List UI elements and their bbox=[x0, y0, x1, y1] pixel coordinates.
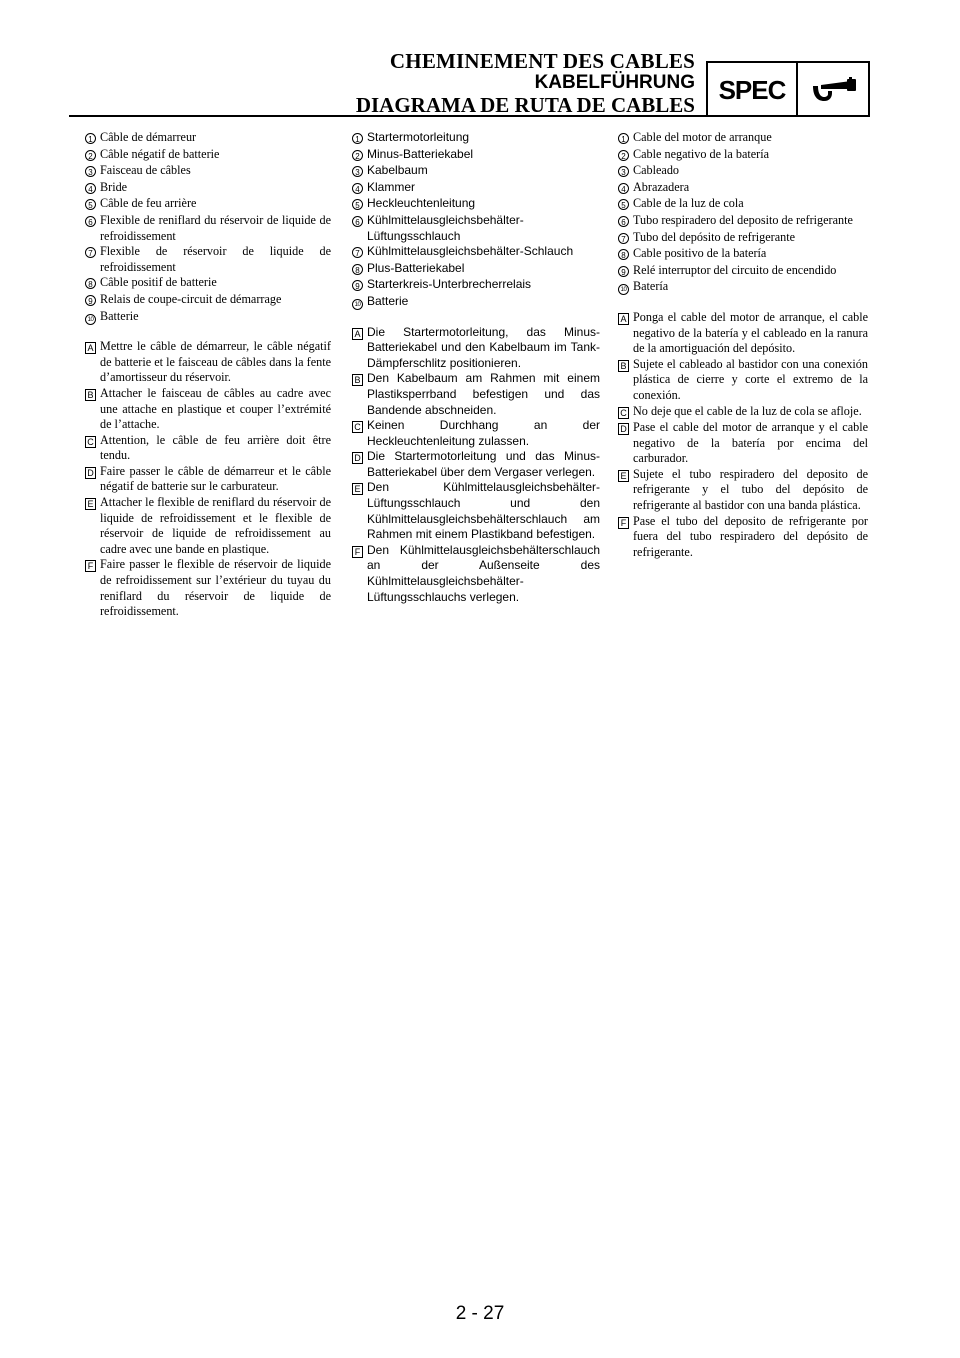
list-item: B Den Kabelbaum am Rahmen mit einem Plastiksperrband befestigen und das Bandende abschneiden. bbox=[352, 371, 600, 418]
note-letter: A bbox=[85, 342, 96, 354]
list-item: A Ponga el cable del motor de arranque, el cable negativo de la batería y el cableado en la ranura de la amortiguación del depósito. bbox=[618, 310, 868, 357]
list-item: 5 Heckleuchtenleitung bbox=[352, 196, 600, 213]
list-item: B Sujete el cableado al bastidor con una conexión plástica de cierre y corte el extremo de la conexión. bbox=[618, 357, 868, 404]
item-number: 10 bbox=[85, 314, 96, 325]
list-item: 2 Minus-Batteriekabel bbox=[352, 147, 600, 164]
list-item: 2 Câble négatif de batterie bbox=[85, 147, 331, 164]
notes-list-german bbox=[352, 325, 600, 606]
list-item: 3 Kabelbaum bbox=[352, 163, 600, 180]
list-item: 4 Abrazadera bbox=[618, 180, 868, 197]
spec-section-badge bbox=[706, 61, 870, 117]
item-number: 7 bbox=[618, 233, 629, 244]
item-number: 9 bbox=[618, 266, 629, 277]
list-item: E Sujete el tubo respiradero del deposito de refrigerante y el tubo del depósito de refrigerante al bastidor con una banda plástica. bbox=[618, 467, 868, 514]
item-number: 7 bbox=[352, 247, 363, 258]
column-spanish bbox=[618, 130, 868, 560]
list-item: 1 Cable del motor de arranque bbox=[618, 130, 868, 147]
item-number: 2 bbox=[352, 150, 363, 161]
list-item: C Keinen Durchhang an der Heckleuchtenleitung zulassen. bbox=[352, 418, 600, 449]
list-item: F Faire passer le flexible de réservoir de liquide de refroidissement sur l’extérieur du tuyau du reniflard du réservoir de liquide de refroidissement. bbox=[85, 557, 331, 619]
list-item: C Attention, le câble de feu arrière doit être tendu. bbox=[85, 433, 331, 464]
item-number: 10 bbox=[352, 299, 363, 310]
note-letter: A bbox=[618, 313, 629, 325]
parts-list-spanish bbox=[618, 130, 868, 296]
column-french bbox=[85, 130, 331, 620]
note-letter: C bbox=[352, 421, 363, 433]
list-item: 7 Kühlmittelausgleichsbehälter-Schlauch bbox=[352, 244, 600, 261]
list-item: D Pase el cable del motor de arranque y el cable negativo de la batería por encima del carburador. bbox=[618, 420, 868, 467]
list-item: D Die Startermotorleitung und das Minus-Batteriekabel über dem Vergaser verlegen. bbox=[352, 449, 600, 480]
item-number: 2 bbox=[618, 150, 629, 161]
list-item: 10 Batterie bbox=[85, 309, 331, 326]
note-letter: E bbox=[618, 470, 629, 482]
list-item: 3 Cableado bbox=[618, 163, 868, 180]
list-item: C No deje que el cable de la luz de cola se afloje. bbox=[618, 404, 868, 421]
list-item: 8 Plus-Batteriekabel bbox=[352, 261, 600, 278]
list-item: B Attacher le faisceau de câbles au cadre avec une attache en plastique et couper l’extrémité de l’attache. bbox=[85, 386, 331, 433]
item-number: 7 bbox=[85, 247, 96, 258]
list-item: 6 Kühlmittelausgleichsbehälter-Lüftungsschlauch bbox=[352, 213, 600, 244]
list-item: 5 Câble de feu arrière bbox=[85, 196, 331, 213]
item-number: 1 bbox=[85, 133, 96, 144]
title-german: KABELFÜHRUNG bbox=[534, 72, 695, 93]
list-item: 7 Tubo del depósito de refrigerante bbox=[618, 230, 868, 247]
list-item: F Pase el tubo del deposito de refrigerante por fuera del tubo respiradero del depósito de refrigerante. bbox=[618, 514, 868, 561]
title-french: CHEMINEMENT DES CABLES bbox=[389, 49, 695, 73]
list-item: 6 Tubo respiradero del deposito de refrigerante bbox=[618, 213, 868, 230]
item-number: 4 bbox=[618, 183, 629, 194]
list-item: A Mettre le câble de démarreur, le câble négatif de batterie et le faisceau de câbles dans la fente d’amortisseur du réservoir. bbox=[85, 339, 331, 386]
page-number: 2 - 27 bbox=[455, 1303, 505, 1324]
list-item: 10 Batterie bbox=[352, 294, 600, 311]
column-german bbox=[352, 130, 600, 605]
list-item: E Attacher le flexible de reniflard du réservoir de liquide de refroidissement et le flexible de réservoir de liquide de refroidissement au cadre avec une bande en plastique. bbox=[85, 495, 331, 557]
note-letter: C bbox=[85, 436, 96, 448]
page-header bbox=[340, 50, 695, 117]
parts-list-german bbox=[352, 130, 600, 311]
list-item: 9 Starterkreis-Unterbrecherrelais bbox=[352, 277, 600, 294]
item-number: 10 bbox=[618, 284, 629, 295]
list-item: 7 Flexible de réservoir de liquide de refroidissement bbox=[85, 244, 331, 275]
item-number: 1 bbox=[352, 133, 363, 144]
parts-list-french bbox=[85, 130, 331, 325]
note-letter: D bbox=[85, 467, 96, 479]
note-letter: F bbox=[618, 517, 629, 529]
item-number: 9 bbox=[352, 280, 363, 291]
note-letter: D bbox=[352, 452, 363, 464]
item-number: 2 bbox=[85, 150, 96, 161]
note-letter: E bbox=[352, 483, 363, 495]
item-number: 3 bbox=[85, 166, 96, 177]
item-number: 6 bbox=[352, 216, 363, 227]
item-number: 6 bbox=[85, 216, 96, 227]
item-number: 8 bbox=[618, 249, 629, 260]
spec-label: SPEC bbox=[708, 63, 798, 117]
item-number: 1 bbox=[618, 133, 629, 144]
list-item: D Faire passer le câble de démarreur et le câble négatif de batterie sur le carburateur. bbox=[85, 464, 331, 495]
list-item: A Die Startermotorleitung, das Minus-Batteriekabel und den Kabelbaum im Tank-Dämpferschlitz positionieren. bbox=[352, 325, 600, 372]
item-number: 9 bbox=[85, 295, 96, 306]
list-item: 9 Relais de coupe-circuit de démarrage bbox=[85, 292, 331, 309]
list-item: 5 Cable de la luz de cola bbox=[618, 196, 868, 213]
note-letter: B bbox=[352, 374, 363, 386]
note-letter: F bbox=[85, 560, 96, 572]
item-number: 5 bbox=[85, 199, 96, 210]
list-item: 4 Klammer bbox=[352, 180, 600, 197]
list-item: 1 Startermotorleitung bbox=[352, 130, 600, 147]
list-item: 6 Flexible de reniflard du réservoir de liquide de refroidissement bbox=[85, 213, 331, 244]
note-letter: B bbox=[85, 389, 96, 401]
item-number: 5 bbox=[618, 199, 629, 210]
item-number: 3 bbox=[618, 166, 629, 177]
header-rule bbox=[69, 115, 869, 117]
list-item: 10 Batería bbox=[618, 279, 868, 296]
list-item: 3 Faisceau de câbles bbox=[85, 163, 331, 180]
notes-list-spanish bbox=[618, 310, 868, 561]
item-number: 3 bbox=[352, 166, 363, 177]
note-letter: A bbox=[352, 328, 363, 340]
item-number: 8 bbox=[352, 264, 363, 275]
item-number: 6 bbox=[618, 216, 629, 227]
note-letter: F bbox=[352, 546, 363, 558]
list-item: E Den Kühlmittelausgleichsbehälter-Lüftungsschlauch und den Kühlmittelausgleichsbehälterschlauch am Rahmen mit einem Plastikband befestigen. bbox=[352, 480, 600, 542]
list-item: 9 Relé interruptor del circuito de encendido bbox=[618, 263, 868, 280]
note-letter: E bbox=[85, 498, 96, 510]
list-item: 2 Cable negativo de la batería bbox=[618, 147, 868, 164]
list-item: 4 Bride bbox=[85, 180, 331, 197]
item-number: 5 bbox=[352, 199, 363, 210]
title-spanish: DIAGRAMA DE RUTA DE CABLES bbox=[355, 93, 695, 117]
note-letter: B bbox=[618, 360, 629, 372]
item-number: 4 bbox=[352, 183, 363, 194]
spec-wrench-icon bbox=[798, 63, 868, 117]
notes-list-french bbox=[85, 339, 331, 620]
list-item: 8 Cable positivo de la batería bbox=[618, 246, 868, 263]
item-number: 8 bbox=[85, 278, 96, 289]
list-item: F Den Kühlmittelausgleichsbehälterschlauch an der Außenseite des Kühlmittelausgleichsbehälter-Lüftungsschlauchs verlegen. bbox=[352, 543, 600, 605]
note-letter: D bbox=[618, 423, 629, 435]
list-item: 1 Câble de démarreur bbox=[85, 130, 331, 147]
item-number: 4 bbox=[85, 183, 96, 194]
note-letter: C bbox=[618, 407, 629, 419]
list-item: 8 Câble positif de batterie bbox=[85, 275, 331, 292]
